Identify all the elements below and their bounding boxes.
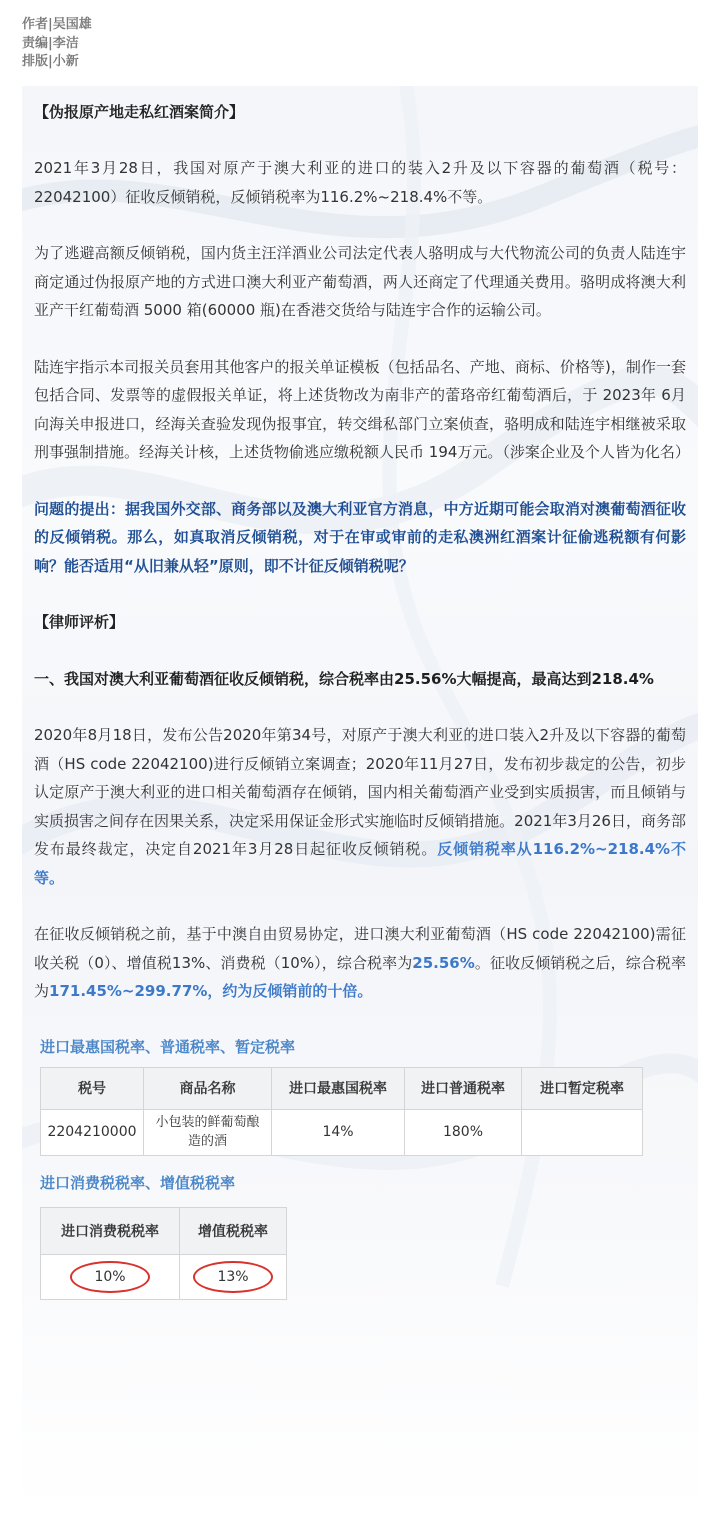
table-row [41,1254,287,1299]
analysis-section-title: 【律师评析】 [34,613,125,631]
table-row [41,1109,643,1155]
table-cell [180,1254,287,1299]
author-credit: 作者|吴国雄 [22,17,92,32]
table-header-cell: 进口暂定税率 [522,1067,643,1109]
analysis-paragraph-1 [34,721,686,892]
table1-caption: 进口最惠国税率、普通税率、暂定税率 [40,1037,296,1056]
intro-paragraph-2: 为了逃避高额反倾销税，国内货主汪洋酒业公司法定代表人骆明成与大代物流公司的负责人陆连宇商定通过伪报原产地的方式进口澳大利亚产葡萄酒，两人还商定了代理通关费用。骆明成将澳大利亚产干红葡萄酒 5000 箱(60000 瓶)在香港交货给与陆连宇合作的运输公司。 [34,244,686,319]
table-header-cell: 税号 [41,1067,144,1109]
consumption-vat-rate-table [40,1207,287,1300]
tariff-rate-table [40,1067,643,1156]
table-header-cell: 进口普通税率 [405,1067,522,1109]
rate-before-highlight: 25.56% [412,953,475,972]
intro-section-title: 【伪报原产地走私红酒案简介】 [34,102,245,121]
table-cell: 180% [405,1109,522,1155]
anti-dumping-rate-highlight: 反倾销税率从116.2%~218.4%不等。 [34,840,686,887]
table-cell: 14% [272,1109,405,1155]
analysis-paragraph-2 [34,920,686,1006]
table-header-cell: 进口最惠国税率 [272,1067,405,1109]
question-paragraph: 问题的提出：据我国外交部、商务部以及澳大利亚官方消息，中方近期可能会取消对澳葡萄酒征收的反倾销税。那么，如真取消反倾销税，对于在审或审前的走私澳洲红酒案计征偷逃税额有何影响？能否适用“从旧兼从轻”原则，即不计征反倾销税呢？ [34,499,686,575]
table-cell: 2204210000 [41,1109,144,1155]
rate-after-highlight: 171.45%~299.77%，约为反倾销前的十倍。 [49,982,373,1000]
credits [0,0,720,72]
table-header-row [41,1067,643,1109]
vat-rate-circled: 13% [193,1261,272,1293]
table-header-cell: 增值税税率 [180,1207,287,1254]
table-header-cell: 商品名称 [144,1067,272,1109]
intro-paragraph-1: 2021年3月28日，我国对原产于澳大利亚的进口的装入2升及以下容器的葡萄酒（税号：22042100）征收反倾销税，反倾销税率为116.2%~218.4%不等。 [34,159,686,206]
analysis-paragraph-2-text-b: 。征收反倾销税之后，综合税率为 [34,953,686,1000]
table-cell: 小包装的鲜葡萄酿造的酒 [144,1109,272,1155]
layout-credit: 排版|小新 [22,54,79,69]
table-header-row [41,1207,287,1254]
consumption-tax-rate-circled: 10% [70,1261,149,1293]
table-cell [522,1109,643,1155]
intro-paragraph-3: 陆连宇指示本司报关员套用其他客户的报关单证模板（包括品名、产地、商标、价格等)，制作一套包括合同、发票等的虚假报关单证，将上述货物改为南非产的蕾珞帝红葡萄酒后，于 2023年 6月向海关申报进口，经海关查验发现伪报事宜，转交缉私部门立案侦查，骆明成和陆连宇相继被采取刑事强制措施。经海关计核，上述货物偷逃应缴税额人民币 194万元。（涉案企业及个人皆为化名） [34,357,690,461]
analysis-paragraph-1-text: 2020年8月18日，发布公告2020年第34号，对原产于澳大利亚的进口装入2升及以下容器的葡萄酒（HS code 22042100)进行反倾销立案调查；2020年11月27日，发布初步裁定的公告，初步认定原产于澳大利亚的进口相关葡萄酒存在倾销，国内相关葡萄酒产业受到实质损害，而且倾销与实质损害之间存在因果关系，决定采用保证金形式实施临时反倾销措施。2021年3月26日，商务部发布最终裁定，决定自2021年3月28日起征收反倾销税。 [34,726,686,858]
table2-block [34,1172,686,1300]
analysis-paragraph-2-text-a: 在征收反倾销税之前，基于中澳自由贸易协定，进口澳大利亚葡萄酒（HS code 22042100)需征收关税（0）、增值税13%、消费税（10%），综合税率为 [34,925,686,972]
table-cell [41,1254,180,1299]
table1-block [34,1036,686,1156]
table-header-cell: 进口消费税税率 [41,1207,180,1254]
analysis-heading-1: 一、我国对澳大利亚葡萄酒征收反倾销税，综合税率由25.56%大幅提高，最高达到218.4% [34,669,654,688]
article-body [22,86,698,1510]
table2-caption: 进口消费税税率、增值税税率 [40,1173,236,1192]
editor-credit: 责编|李洁 [22,35,79,51]
